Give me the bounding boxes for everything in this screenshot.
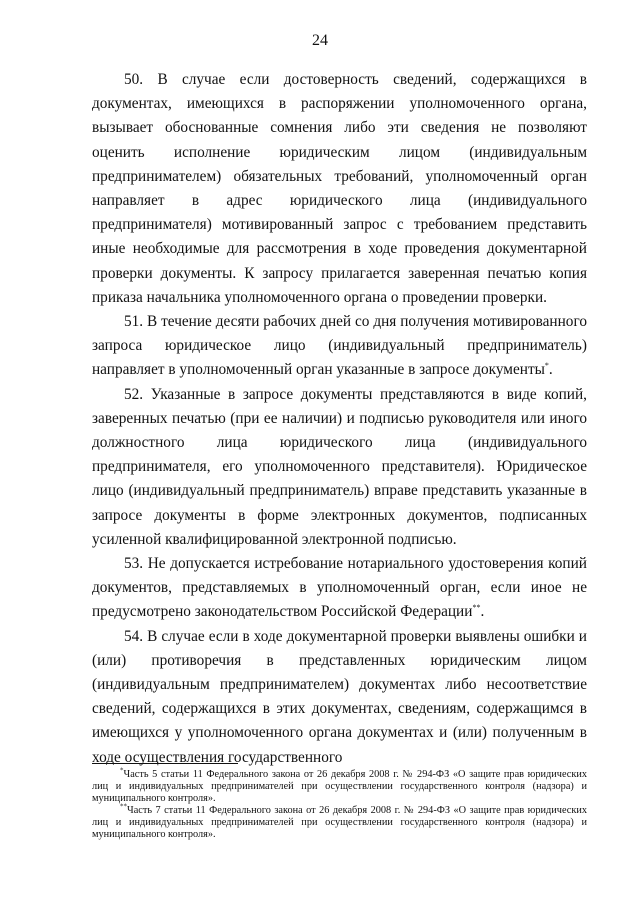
paragraph-53 — [92, 552, 587, 625]
paragraph-52 — [92, 383, 587, 552]
paragraph-text: 50. В случае если достоверность сведений, содержащихся в документах, имеющихся в распоряжении уполномоченного органа, вызывает обоснованные сомнения либо эти сведения не позволяют оценить исполнение юридическим лицом (индивидуальным предпринимателем) обязательных требований, уполномоченный орган направляет в адрес юридического лица (индивидуального предпринимателя) мотивированный запрос с требованием представить иные необходимые для рассмотрения в ходе проведения документарной проверки документы. К запросу прилагается заверенная печатью копия приказа начальника уполномоченного органа о проведении проверки. — [92, 71, 587, 306]
footnote-reference[interactable]: ** — [472, 603, 481, 613]
paragraph-text: 53. Не допускается истребование нотариального удостоверения копий документов, представляемых в уполномоченный орган, если иное не предусмотрено законодательством Российской Федерации — [92, 555, 587, 621]
paragraph-54 — [92, 625, 587, 770]
footnote-text: Часть 7 статьи 11 Федерального закона от 26 декабря 2008 г. № 294-ФЗ «О защите прав юридических лиц и индивидуальных предпринимателей при осуществлении государственного контроля (надзора) и муниципального контроля». — [92, 805, 587, 840]
footnote-text: Часть 5 статьи 11 Федерального закона от 26 декабря 2008 г. № 294-ФЗ «О защите прав юридических лиц и индивидуальных предпринимателей при осуществлении государственного контроля (надзора) и муниципального контроля». — [92, 769, 587, 804]
document-body — [92, 68, 587, 770]
paragraph-tail: . — [480, 603, 485, 621]
paragraph-50 — [92, 68, 587, 310]
footnote-separator — [92, 763, 238, 764]
paragraph-text: 52. Указанные в запросе документы представляются в виде копий, заверенных печатью (при ее наличии) и подписью руководителя или иного должностного лица юридического лица (индивидуального предпринимателя, его уполномоченного представителя). Юридическое лицо (индивидуальный предприниматель) вправе представить указанные в запросе документы в форме электронных документов, подписанных усиленной квалифицированной электронной подписью. — [92, 385, 587, 548]
footnote-2 — [92, 802, 587, 841]
footnote-1 — [92, 766, 587, 805]
paragraph-text: 54. В случае если в ходе документарной проверки выявлены ошибки и (или) противоречия в представленных юридическим лицом (индивидуальным предпринимателем) документах либо несоответствие сведений, содержащихся в этих документах, сведениям, содержащимся в имеющихся у уполномоченного органа документах и (или) полученным в ходе осуществления государственного — [92, 627, 587, 766]
paragraph-text: 51. В течение десяти рабочих дней со дня получения мотивированного запроса юридическое лицо (индивидуальный предприниматель) направляет в уполномоченный орган указанные в запросе документы — [92, 313, 587, 379]
page-number: 24 — [312, 32, 328, 49]
footnote-marker: * — [120, 766, 124, 775]
footnote-reference[interactable]: * — [544, 361, 549, 371]
footnotes — [92, 766, 587, 841]
footnote-marker: ** — [120, 802, 127, 811]
paragraph-51 — [92, 310, 587, 383]
paragraph-tail: . — [548, 361, 553, 379]
